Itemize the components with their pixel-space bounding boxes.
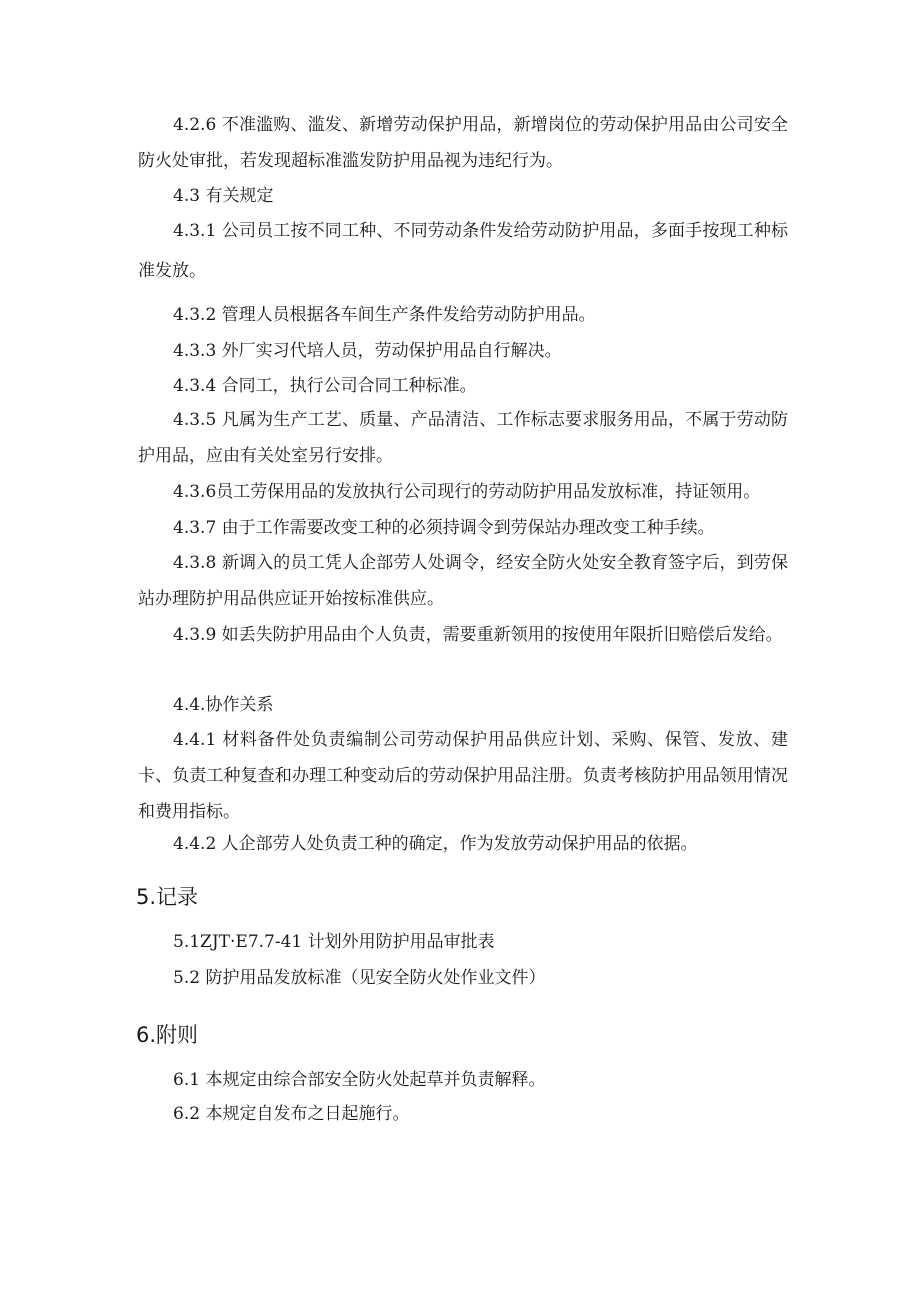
paragraph-4-3-7: 4.3.7 由于工作需要改变工种的必须持调令到劳保站办理改变工种手续。 bbox=[173, 518, 715, 538]
paragraph-4-3-2: 4.3.2 管理人员根据各车间生产条件发给劳动防护用品。 bbox=[173, 305, 596, 325]
paragraph-4-3-5: 4.3.5 凡属为生产工艺、质量、产品清洁、工作标志要求服务用品，不属于劳动防护用品，应由有关处室另行安排。 bbox=[138, 410, 788, 466]
paragraph-4-4-2: 4.4.2 人企部劳人处负责工种的确定，作为发放劳动保护用品的依据。 bbox=[173, 834, 698, 854]
paragraph-5-2: 5.2 防护用品发放标准（见安全防火处作业文件） bbox=[173, 968, 546, 988]
paragraph-5-1: 5.1ZJT·E7.7-41 计划外用防护用品审批表 bbox=[173, 932, 495, 952]
paragraph-4-2-6: 4.2.6 不准滥购、滥发、新增劳动保护用品，新增岗位的劳动保护用品由公司安全防火处审批，若发现超标准滥发防护用品视为违纪行为。 bbox=[138, 115, 788, 171]
paragraph-4-3-4: 4.3.4 合同工，执行公司合同工种标准。 bbox=[173, 376, 477, 396]
paragraph-4-3-1: 4.3.1 公司员工按不同工种、不同劳动条件发给劳动防护用品，多面手按现工种标准发放。 bbox=[138, 221, 788, 281]
paragraph-6-1: 6.1 本规定由综合部安全防火处起草并负责解释。 bbox=[173, 1070, 546, 1090]
paragraph-4-3-8: 4.3.8 新调入的员工凭人企部劳人处调令，经安全防火处安全教育签字后，到劳保站办理防护用品供应证开始按标准供应。 bbox=[138, 553, 788, 609]
paragraph-4-3-6: 4.3.6员工劳保用品的发放执行公司现行的劳动防护用品发放标准，持证领用。 bbox=[173, 482, 761, 502]
paragraph-6-2: 6.2 本规定自发布之日起施行。 bbox=[173, 1104, 410, 1124]
section-heading-supplementary: 6.附则 bbox=[136, 1023, 199, 1047]
paragraph-4-3-3: 4.3.3 外厂实习代培人员，劳动保护用品自行解决。 bbox=[173, 341, 562, 361]
paragraph-4-4-1: 4.4.1 材料备件处负责编制公司劳动保护用品供应计划、采购、保管、发放、建卡、负责工种复查和办理工种变动后的劳动保护用品注册。负责考核防护用品领用情况和费用指标。 bbox=[138, 730, 788, 822]
section-heading-records: 5.记录 bbox=[136, 885, 199, 909]
paragraph-4-4: 4.4.协作关系 bbox=[173, 695, 274, 715]
paragraph-4-3-9: 4.3.9 如丢失防护用品由个人负责，需要重新领用的按使用年限折旧赔偿后发给。 bbox=[173, 625, 783, 645]
paragraph-4-3: 4.3 有关规定 bbox=[173, 186, 274, 206]
